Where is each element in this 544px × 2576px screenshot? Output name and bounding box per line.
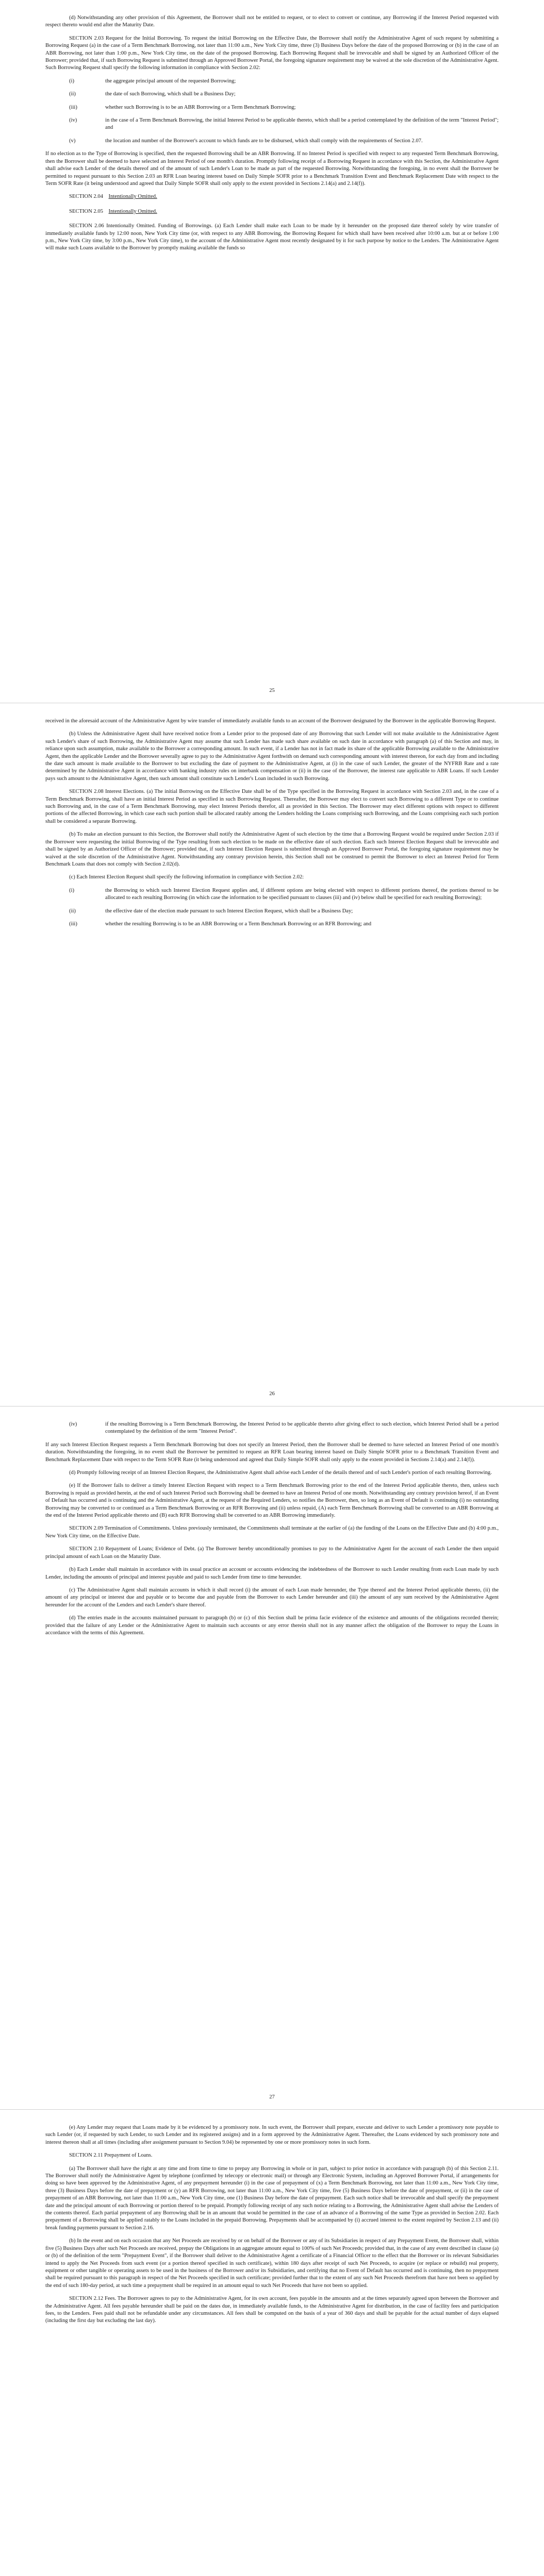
item-text: whether such Borrowing is to be an ABR Borrowing or a Term Benchmark Borrowing; [105, 104, 296, 110]
section-title: Intentionally Omitted. [108, 194, 157, 200]
paragraph: SECTION 2.12 Fees. The Borrower agrees to pay to the Administrative Agent, for its own account, fees payable in the amounts and at the times separately agreed upon between the Borrower and the Administrative Agent. All fees payable hereunder shall be paid on the dates due, in immediately available funds, to the Administrative Agent for distribution, in the case of facility fees and participation fees, to the Lenders. Fees paid shall not be refundable under any circumstances. All fees shall be computed on the basis of a year of 360 days and shall be payable for the actual number of days elapsed (including the first day but excluding the last day). [45, 2296, 499, 2324]
section-title: Intentionally Omitted. [108, 208, 157, 214]
item-number: (iv) [69, 117, 77, 124]
list-item [69, 908, 499, 915]
page-26 [0, 703, 544, 1406]
item-text: the location and number of the Borrower's account to which funds are to be disbursed, which shall comply with the requirements of Section 2.07. [105, 138, 423, 144]
page-number: 27 [269, 2094, 275, 2100]
item-text: the effective date of the election made pursuant to such Interest Election Request, which shall be a Business Day; [105, 908, 353, 914]
item-text: in the case of a Term Benchmark Borrowing, the initial Interest Period to be applicable thereto, which shall be a period contemplated by the definition of the term "Interest Period"; and [105, 117, 499, 131]
paragraph: (b) To make an election pursuant to this Section, the Borrower shall notify the Administrative Agent of such election by the time that a Borrowing Request would be required under Section 2.03 if the Borrower were requesting the initial Borrowing of the Type resulting from such election to be made on the effective date of such election. Each such Interest Election Request shall be irrevocable and shall be signed by an Authorized Officer of the Borrower; provided that, if such Interest Election Request is submitted through an Approved Borrower Portal, the foregoing signature requirement may be waived at the sole discretion of the Administrative Agent. Notwithstanding any contrary provision herein, this Section shall not be construed to permit the Borrower to elect an Interest Period for Term Benchmark Loans that does not comply with Section 2.02(d). [45, 832, 499, 867]
paragraph: If no election as to the Type of Borrowing is specified, then the requested Borrowing shall be an ABR Borrowing. If no Interest Period is specified with respect to any requested Term Benchmark Borrowing, then the Borrower shall be deemed to have selected an Interest Period of one month's duration. Promptly following receipt of a Borrowing Request in accordance with this Section, the Administrative Agent shall advise each Lender of the details thereof and of the amount of such Lender's Loan to be made as part of the requested Borrowing. Notwithstanding the foregoing, in no event shall the Borrower be permitted to request pursuant to this Section 2.03 an RFR Loan bearing interest based on Daily Simple SOFR prior to a Benchmark Transition Event and Benchmark Replacement Date with respect to the Term SOFR Rate (it being understood and agreed that Daily Simple SOFR shall only apply to the extent provided in Sections 2.14(a) and 2.14(f)). [45, 151, 499, 187]
list-item [69, 138, 499, 145]
section-heading [69, 208, 499, 215]
paragraph: (c) Each Interest Election Request shall specify the following information in compliance with Section 2.02: [69, 874, 304, 880]
list-item [69, 1421, 499, 1436]
paragraph: (b) In the event and on each occasion that any Net Proceeds are received by or on behalf of the Borrower or any of its Subsidiaries in respect of any Prepayment Event, the Borrower shall, within five (5) Business Days after such Net Proceeds are received, prepay the Obligations in an aggregate amount equal to 100% of such Net Proceeds; provided that, in the case of any event described in clause (a) or (b) of the definition of the term "Prepayment Event", if the Borrower shall deliver to the Administrative Agent a certificate of a Financial Officer to the effect that the Borrower or its relevant Subsidiaries intend to apply the Net Proceeds from such event (or a portion thereof specified in such certificate), within 180 days after receipt of such Net Proceeds, to acquire (or replace or rebuild) real property, equipment or other tangible or operating assets to be used in the business of the Borrower and/or its Subsidiaries, and certifying that no Event of Default has occurred and is continuing, then no prepayment shall be required pursuant to this paragraph in respect of the Net Proceeds specified in such certificate; provided further that to the extent of any such Net Proceeds therefrom that have not been so applied by the end of such 180-day period, at such time a prepayment shall be required in an amount equal to such Net Proceeds that have not been so applied. [45, 2238, 499, 2289]
paragraph: (d) Notwithstanding any other provision of this Agreement, the Borrower shall not be entitled to request, or to elect to convert or continue, any Borrowing if the Interest Period requested with respect thereto would end after the Maturity Date. [45, 15, 499, 28]
paragraph: (b) Unless the Administrative Agent shall have received notice from a Lender prior to the proposed date of any Borrowing that such Lender will not make available to the Administrative Agent such Lender's share of such Borrowing, the Administrative Agent may assume that such Lender has made such share available on such date in accordance with paragraph (a) of this Section and may, in reliance upon such assumption, make available to the Borrower a corresponding amount. In such event, if a Lender has not in fact made its share of the applicable Borrowing available to the Administrative Agent, then the applicable Lender and the Borrower severally agree to pay to the Administrative Agent forthwith on demand such corresponding amount with interest thereon, for each day from and including the date such amount is made available to the Borrower to but excluding the date of payment to the Administrative Agent, at (i) in the case of such Lender, the greater of the NYFRB Rate and a rate determined by the Administrative Agent in accordance with banking industry rules on interbank compensation or (ii) in the case of the Borrower, the interest rate applicable to ABR Loans. If such Lender pays such amount to the Administrative Agent, then such amount shall constitute such Lender's Loan included in such Borrowing. [45, 731, 499, 782]
paragraph: (d) The entries made in the accounts maintained pursuant to paragraph (b) or (c) of this Section shall be prima facie evidence of the existence and amounts of the obligations recorded therein; provided that the failure of any Lender or the Administrative Agent to maintain such accounts or any error therein shall not in any manner affect the obligation of the Borrower to repay the Loans in accordance with the terms of this Agreement. [45, 1615, 499, 1636]
page-28 [0, 2110, 544, 2576]
paragraph: (b) Each Lender shall maintain in accordance with its usual practice an account or accounts evidencing the indebtedness of the Borrower to such Lender resulting from each Loan made by such Lender, including the amounts of principal and interest payable and paid to such Lender from time to time hereunder. [45, 1567, 499, 1580]
list-item [69, 91, 499, 98]
item-text: whether the resulting Borrowing is to be an ABR Borrowing or a Term Benchmark Borrowing or an RFR Borrowing; and [105, 921, 372, 927]
paragraph: SECTION 2.06 Intentionally Omitted. Funding of Borrowings. (a) Each Lender shall make each Loan to be made by it hereunder on the proposed date thereof solely by wire transfer of immediately available funds by 12:00 noon, New York City time (or, with respect to any ABR Borrowing, the Borrowing Request for which shall have been received after 10:00 a.m. but at or before 1:00 p.m., New York City time, by 3:00 p.m., New York City time), to the account of the Administrative Agent most recently designated by it for such purpose by notice to the Lenders. The Administrative Agent will make such Loans available to the Borrower by promptly making available the funds so [45, 223, 499, 251]
item-text: the date of such Borrowing, which shall be a Business Day; [105, 91, 236, 97]
paragraph: SECTION 2.09 Termination of Commitments. Unless previously terminated, the Commitments shall terminate at the earlier of (a) the funding of the Loans on the Effective Date and (b) 4:00 p.m., New York City time, on the Effective Date. [45, 1526, 499, 1539]
paragraph: SECTION 2.10 Repayment of Loans; Evidence of Debt. (a) The Borrower hereby unconditionally promises to pay to the Administrative Agent for the account of each Lender the then unpaid principal amount of each Loan on the Maturity Date. [45, 1546, 499, 1560]
page-25 [0, 0, 544, 703]
paragraph: (a) The Borrower shall have the right at any time and from time to time to prepay any Borrowing in whole or in part, subject to prior notice in accordance with paragraph (b) of this Section 2.11. The Borrower shall notify the Administrative Agent by telephone (confirmed by telecopy or electronic mail) or through any Electronic System, including an Approved Borrower Portal, if arrangements for doing so have been approved by the Administrative Agent, of any prepayment hereunder (i) in the case of prepayment of (x) a Term Benchmark Borrowing, not later than 11:00 a.m., New York City time, three (3) Business Days before the date of prepayment or (y) an RFR Borrowing, not later than 11:00 a.m., New York City time, five (5) Business Days before the date of prepayment, or (ii) in the case of prepayment of an ABR Borrowing, not later than 11:00 a.m., New York City time, one (1) Business Day before the date of prepayment. Each such notice shall be irrevocable and shall specify the prepayment date and the principal amount of each Borrowing or portion thereof to be prepaid. Promptly following receipt of any such notice relating to a Borrowing, the Administrative Agent shall advise the Lenders of the contents thereof. Each partial prepayment of any Borrowing shall be in an amount that would be permitted in the case of an advance of a Borrowing of the same Type as provided in Section 2.02. Each prepayment of a Borrowing shall be applied ratably to the Loans included in the prepaid Borrowing. Prepayments shall be accompanied by (i) accrued interest to the extent required by Section 2.13 and (ii) break funding payments pursuant to Section 2.16. [45, 2165, 499, 2231]
list-item [69, 117, 499, 132]
section-label: SECTION 2.04 [69, 194, 103, 200]
paragraph: (c) The Administrative Agent shall maintain accounts in which it shall record (i) the amount of each Loan made hereunder, the Type thereof and the Interest Period applicable thereto, (ii) the amount of any principal or interest due and payable or to become due and payable from the Borrower to each Lender hereunder and (iii) the amount of any sum received by the Administrative Agent hereunder for the account of the Lenders and each Lender's share thereof. [45, 1587, 499, 1608]
page-number: 25 [269, 688, 275, 693]
paragraph: If any such Interest Election Request requests a Term Benchmark Borrowing but does not specify an Interest Period, then the Borrower shall be deemed to have selected an Interest Period of one month's duration. Notwithstanding the foregoing, in no event shall the Borrower be permitted to request an RFR Loan bearing interest based on Daily Simple SOFR prior to a Benchmark Transition Event and Benchmark Replacement Date with respect to the Term SOFR Rate (it being understood and agreed that Daily Simple SOFR shall only apply to the extent provided in Sections 2.14(a) and 2.14(f)). [45, 1442, 499, 1463]
item-text: the aggregate principal amount of the requested Borrowing; [105, 78, 236, 84]
section-heading: SECTION 2.11 Prepayment of Loans. [69, 2153, 153, 2159]
list-item [69, 78, 499, 85]
item-number: (iii) [69, 104, 77, 110]
item-text: the Borrowing to which such Interest Election Request applies and, if different options are being elected with respect to different portions thereof, the portions thereof to be allocated to each resulting Borrowing (in which case the information to be specified pursuant to clauses (iii) and (iv) below shall be specified for each resulting Borrowing); [105, 887, 499, 901]
paragraph: SECTION 2.08 Interest Elections. (a) The initial Borrowing on the Effective Date shall be of the Type specified in the Borrowing Request in accordance with Section 2.03 and, in the case of a Term Benchmark Borrowing, shall have an initial Interest Period as specified in such Borrowing Request. Thereafter, the Borrower may elect to convert such Borrowing to a different Type or to continue such Borrowing and, in the case of a Term Benchmark Borrowing, may elect Interest Periods therefor, all as provided in this Section. The Borrower may elect different options with respect to different portions of the affected Borrowing, in which case each such portion shall be allocated ratably among the Lenders holding the Loans comprising such Borrowing, and the Loans comprising each such portion shall be considered a separate Borrowing. [45, 789, 499, 824]
item-number: (iii) [69, 921, 77, 927]
section-label: SECTION 2.05 [69, 208, 103, 214]
list-item [69, 887, 499, 902]
paragraph: (e) If the Borrower fails to deliver a timely Interest Election Request with respect to a Term Benchmark Borrowing prior to the end of the Interest Period applicable thereto, then, unless such Borrowing is repaid as provided herein, at the end of such Interest Period such Borrowing shall be deemed to have an Interest Period of one month. Notwithstanding any contrary provision hereof, if an Event of Default has occurred and is continuing and the Administrative Agent, at the request of the Required Lenders, so notifies the Borrower, then, so long as an Event of Default is continuing (i) no outstanding Borrowing may be converted to or continued as a Term Benchmark Borrowing or an RFR Borrowing and (ii) unless repaid, (A) each Term Benchmark Borrowing shall be converted to an ABR Borrowing at the end of the Interest Period applicable thereto and (B) each RFR Borrowing shall be converted to an ABR Borrowing immediately. [45, 1483, 499, 1519]
page-27 [0, 1406, 544, 2110]
item-text: if the resulting Borrowing is a Term Benchmark Borrowing, the Interest Period to be applicable thereto after giving effect to such election, which Interest Period shall be a period contemplated by the definition of the term "Interest Period". [105, 1421, 499, 1435]
item-number: (i) [69, 78, 74, 84]
item-number: (iv) [69, 1421, 77, 1427]
paragraph: SECTION 2.03 Request for the Initial Borrowing. To request the initial Borrowing on the Effective Date, the Borrower shall notify the Administrative Agent of such request by submitting a Borrowing Request (a) in the case of a Term Benchmark Borrowing, not later than 11:00 a.m., New York City time, three (3) Business Days before the date of the proposed Borrowing or (b) in the case of an ABR Borrowing, not later than 1:00 p.m., New York City time, on the date of the proposed Borrowing. Each Borrowing Request shall be irrevocable and shall be signed by an Authorized Officer of the Borrower; provided that, if such Borrowing Request is submitted through an Approved Borrower Portal, the foregoing signature requirement may be waived at the sole discretion of the Administrative Agent. Such Borrowing Request shall specify the following information in compliance with Section 2.02: [45, 35, 499, 71]
page-number: 26 [269, 1391, 275, 1397]
item-number: (i) [69, 887, 74, 893]
list-item [69, 921, 499, 928]
item-number: (v) [69, 138, 76, 144]
list-item [69, 104, 499, 111]
item-number: (ii) [69, 91, 76, 97]
paragraph: (d) Promptly following receipt of an Interest Election Request, the Administrative Agent shall advise each Lender of the details thereof and of such Lender's portion of each resulting Borrowing. [69, 1470, 492, 1476]
paragraph: (e) Any Lender may request that Loans made by it be evidenced by a promissory note. In such event, the Borrower shall prepare, execute and deliver to such Lender a promissory note payable to such Lender (or, if requested by such Lender, to such Lender and its registered assigns) and in a form approved by the Administrative Agent. Thereafter, the Loans evidenced by such promissory note and interest thereon shall at all times (including after assignment pursuant to Section 9.04) be represented by one or more promissory notes in such form. [45, 2125, 499, 2145]
item-number: (ii) [69, 908, 76, 914]
section-heading [69, 193, 499, 200]
paragraph: received in the aforesaid account of the Administrative Agent by wire transfer of immediately available funds to an account of the Borrower designated by the Borrower in the applicable Borrowing Request. [45, 718, 496, 724]
